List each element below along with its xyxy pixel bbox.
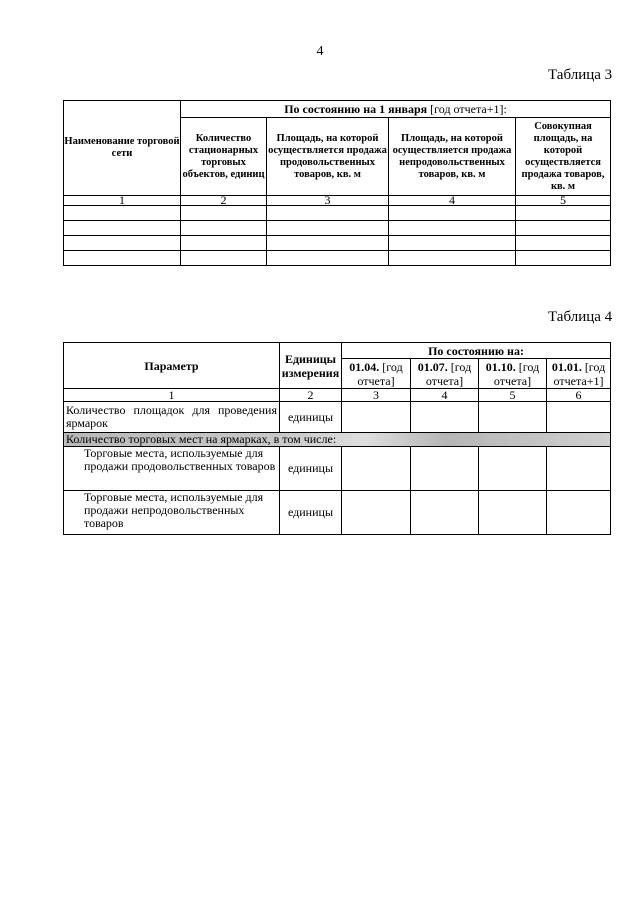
row-label: Торговые места, используемые для продажи продовольственных товаров — [64, 447, 280, 491]
table-3-num: 1 — [64, 196, 181, 206]
table-4-num: 1 — [64, 389, 280, 402]
table-4-row-platforms — [64, 402, 611, 433]
table-3-empty-row — [64, 236, 611, 251]
table-4 — [63, 342, 611, 535]
table-3-header-col4: Площадь, на которой осуществляется продажа непродовольственных товаров, кв. м — [389, 118, 516, 196]
row-label: Торговые места, используемые для продажи непродовольственных товаров — [64, 491, 280, 535]
row-unit: единицы — [280, 402, 342, 433]
table-4-header-param: Параметр — [64, 343, 280, 389]
table-4-num: 5 — [479, 389, 547, 402]
row-unit: единицы — [280, 491, 342, 535]
table-3-empty-row — [64, 221, 611, 236]
table-3-header-col2: Количество стационарных торговых объектов, единиц — [181, 118, 267, 196]
row-label: Количество торговых мест на ярмарках, в том числе: — [64, 433, 611, 447]
table-3-group-header — [181, 101, 611, 118]
table-3-group-header-bold: По состоянию на 1 января — [284, 102, 428, 116]
table-4-date-header: 01.07. [год отчета] — [411, 359, 479, 389]
table-4-num: 6 — [547, 389, 611, 402]
table-4-date-header: 01.01. [год отчета+1] — [547, 359, 611, 389]
table-3-num: 3 — [267, 196, 389, 206]
page-number: 4 — [316, 44, 324, 59]
table-4-date-header: 01.10. [год отчета] — [479, 359, 547, 389]
table-4-number-row — [64, 389, 611, 402]
table-3-header-col3: Площадь, на которой осуществляется продажа продовольственных товаров, кв. м — [267, 118, 389, 196]
table-3-number-row — [64, 196, 611, 206]
table-4-row-nonfood — [64, 491, 611, 535]
table-3-empty-row — [64, 206, 611, 221]
table-3-header-name: Наименование торговой сети — [64, 101, 181, 196]
table-4-num: 2 — [280, 389, 342, 402]
table-4-row-food — [64, 447, 611, 491]
table-3-header-col5: Совокупная площадь, на которой осуществляется продажа товаров, кв. м — [516, 118, 611, 196]
table-3-num: 5 — [516, 196, 611, 206]
table-4-num: 4 — [411, 389, 479, 402]
table-4-row-trading-places-total — [64, 433, 611, 447]
table-3-group-header-year: [год отчета+1]: — [427, 102, 507, 116]
table-3 — [63, 100, 611, 266]
table-4-date-header: 01.04. [год отчета] — [342, 359, 411, 389]
table-3-empty-row — [64, 251, 611, 266]
table-4-num: 3 — [342, 389, 411, 402]
table-3-num: 4 — [389, 196, 516, 206]
table-3-num: 2 — [181, 196, 267, 206]
table-4-caption: Таблица 4 — [548, 309, 613, 325]
row-unit: единицы — [280, 447, 342, 491]
table-3-caption: Таблица 3 — [548, 67, 613, 83]
table-4-header-unit: Единицы измерения — [280, 343, 342, 389]
table-4-group-header: По состоянию на: — [342, 343, 611, 359]
row-label: Количество площадок для проведения ярмарок — [64, 402, 280, 433]
